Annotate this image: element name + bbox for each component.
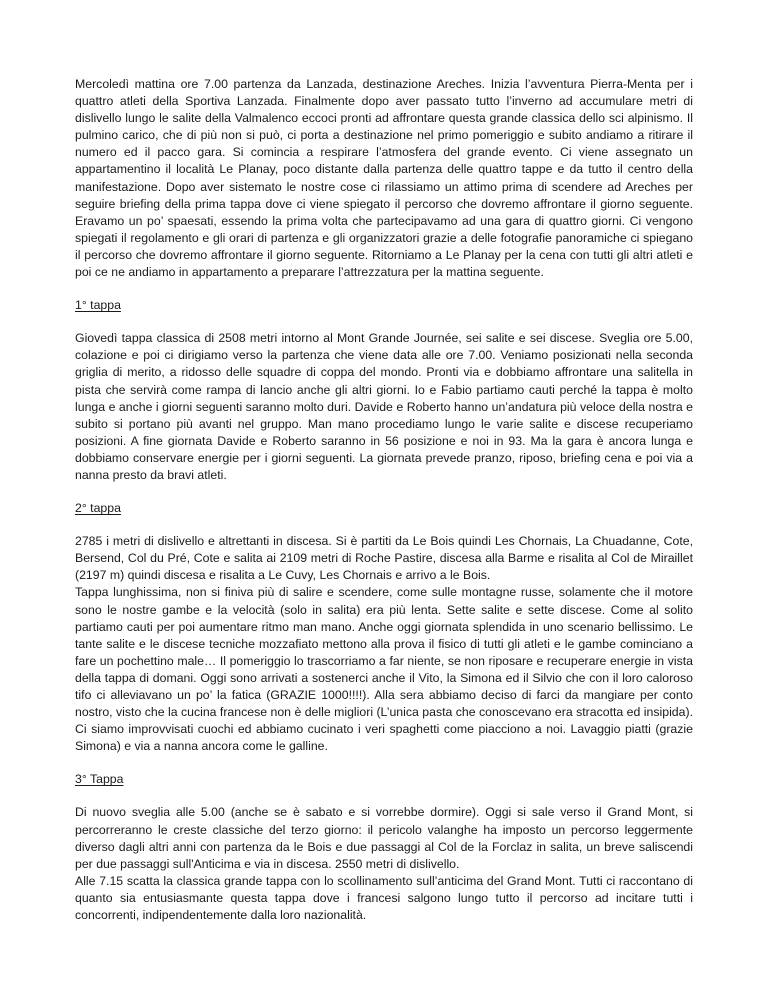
stage-1-heading: 1° tappa <box>75 298 121 313</box>
stage-3-paragraph-route: Di nuovo sveglia alle 5.00 (anche se è sabato e si vorrebbe dormire). Oggi si sale verso il Grand Mont, si percorreranno le creste classiche del terzo giorno: il pericolo valanghe ha imposto un percorso leggermente diverso dagli altri anni con partenza da le Bois e due passaggi al Col de la Forclaz in salita, un breve saliscendi per due passaggi sull'Anticima e via in discesa. 2550 metri di dislivello. <box>75 805 693 871</box>
stage-1-paragraph: Giovedì tappa classica di 2508 metri intorno al Mont Grande Journée, sei salite e sei discese. Sveglia ore 5.00, colazione e poi ci dirigiamo verso la partenza che viene data alle ore 7.00. Veniamo posizionati nella seconda griglia di merito, a ridosso delle squadre di coppa del mondo. Pronti via e dobbiamo affrontare una salitella in pista che servirà come rampa di lancio anche gli altri giorni. Io e Fabio partiamo cauti perché la tappa è molto lunga e anche i giorni seguenti saranno molto duri. Davide e Roberto hanno un’andatura più veloce della nostra e subito si portano più avanti nel gruppo. Man mano procediamo lungo le varie salite e discese recuperiamo posizioni. A fine giornata Davide e Roberto saranno in 56 posizione e noi in 93. Ma la gara è ancora lunga e dobbiamo conservare energie per i giorni seguenti. La giornata prevede pranzo, riposo, briefing cena e poi via a nanna presto da bravi atleti. <box>75 331 693 482</box>
stage-2-paragraph-route: 2785 i metri di dislivello e altrettanti in discesa. Si è partiti da Le Bois quindi Les Chornais, La Chuadanne, Cote, Bersend, Col du Pré, Cote e salita ai 2109 metri di Roche Pastire, discesa alla Barme e risalita al Col de Miraillet (2197 m) quindi discesa e risalita a Le Cuvy, Les Chornais e arrivo a le Bois. <box>75 534 693 583</box>
stage-2-heading: 2° tappa <box>75 501 121 516</box>
stage-3-heading: 3° Tappa <box>75 772 124 787</box>
stage-2-paragraph-report: Tappa lunghissima, non si finiva più di salire e scendere, come sulle montagne russe, solamente che il motore sono le nostre gambe e la velocità (solo in salita) era più lenta. Sette salite e sette discese. Come al solito partiamo cauti per poi aumentare ritmo man mano. Anche oggi giornata splendida in uno scenario bellissimo. Le tante salite e le discese tecniche mozzafiato mettono alla prova il fisico di tutti gli atleti e le gambe cominciano a fare un pochettino male… Il pomeriggio lo trascorriamo a far niente, se non riposare e recuperare energie in vista della tappa di domani. Oggi sono arrivati a sostenerci anche il Vito, la Simona ed il Silvio che con il loro caloroso tifo ci alleviavano un po’ la fatica (GRAZIE 1000!!!!). Alla sera abbiamo deciso di farci da mangiare per conto nostro, visto che la cucina francese non è delle migliori (L’unica pasta che conoscevano era stracotta ed insipida). Ci siamo improvvisati cuochi ed abbiamo cucinato i veri spaghetti come piacciono a noi. Lavaggio piatti (grazie Simona) e via a nanna ancora come le galline. <box>75 585 693 754</box>
stage-3-paragraph-report: Alle 7.15 scatta la classica grande tappa con lo scollinamento sull’anticima del Grand Mont. Tutti ci raccontano di quanto sia entusiasmante questa tappa dove i francesi salgono lungo tutto il percorso ad incitare tutti i concorrenti, indipendentemente dalla loro nazionalità. <box>75 873 693 923</box>
intro-paragraph: Mercoledì mattina ore 7.00 partenza da Lanzada, destinazione Areches. Inizia l’avventura Pierra-Menta per i quattro atleti della Sportiva Lanzada. Finalmente dopo aver passato tutto l’inverno ad accumulare metri di dislivello lungo le salite della Valmalenco eccoci pronti ad affrontare questa grande classica dello sci alpinismo. Il pulmino carico, che di più non si può, ci porta a destinazione nel primo pomeriggio e subito andiamo a ritirare il numero ed il pacco gara. Si comincia a respirare l’atmosfera del grande evento. Ci viene assegnato un appartamentino il località Le Planay, poco distante dalla partenza delle quattro tappe e da tutto il centro della manifestazione. Dopo aver sistemato le nostre cose ci rilassiamo un attimo prima di scendere ad Areches per seguire briefing della prima tappa dove ci viene spiegato il percorso che dovremo affrontare il giorno seguente. Eravamo un po’ spaesati, essendo la prima volta che partecipavamo ad una gara di quattro giorni. Ci vengono spiegati il regolamento e gli orari di partenza e gli organizzatori grazie a delle fotografie panoramiche ci spiegano il percorso che dovremo affrontare il giorno seguente. Ritorniamo a Le Planay per la cena con tutti gli altri atleti e poi ce ne andiamo in appartamento a preparare l’attrezzatura per la mattina seguente. <box>75 77 693 280</box>
document-page <box>75 76 693 924</box>
